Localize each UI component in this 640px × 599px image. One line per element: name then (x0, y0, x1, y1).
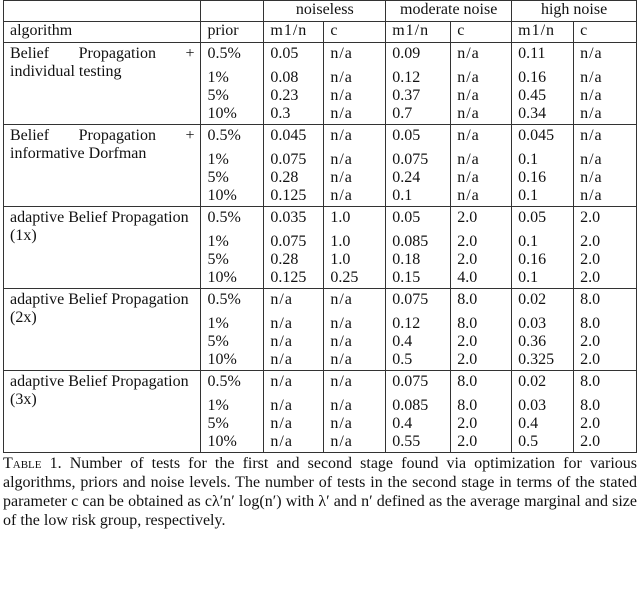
c-cell: n/a (324, 125, 386, 152)
c-cell: 2.0 (574, 207, 637, 234)
c-cell: 2.0 (574, 233, 637, 251)
table-row (4, 43, 637, 70)
c-cell: 2.0 (451, 351, 512, 371)
m1n-cell: n/a (264, 351, 324, 371)
m1n-cell: 0.05 (512, 207, 574, 234)
m1n-cell: n/a (264, 433, 324, 453)
header-prior: prior (201, 22, 264, 43)
m1n-cell: 0.3 (264, 105, 324, 125)
prior-cell: 1% (201, 315, 264, 333)
c-cell: 8.0 (574, 315, 637, 333)
c-cell: 2.0 (574, 433, 637, 453)
m1n-cell: n/a (264, 333, 324, 351)
m1n-cell: 0.075 (386, 289, 451, 316)
m1n-cell: 0.16 (512, 251, 574, 269)
m1n-cell: 0.23 (264, 87, 324, 105)
m1n-cell: 0.18 (386, 251, 451, 269)
c-cell: 8.0 (574, 371, 637, 398)
c-cell: n/a (324, 351, 386, 371)
m1n-cell: 0.08 (264, 69, 324, 87)
m1n-cell: 0.34 (512, 105, 574, 125)
c-cell: 8.0 (451, 315, 512, 333)
prior-cell: 10% (201, 351, 264, 371)
c-cell: 2.0 (574, 333, 637, 351)
m1n-cell: 0.075 (386, 371, 451, 398)
caption-text: Number of tests for the first and second stage found via optimization for various algorithms, priors and noise levels. The number of tests in the second stage in terms of the stated parameter c can be obtained as cλ′n′ log(n′) with λ′ and n′ defined as the average marginal and size of the low risk group, respectively. (3, 455, 637, 529)
header-m1n: m1/n (386, 22, 451, 43)
c-cell: 2.0 (574, 251, 637, 269)
prior-cell: 0.5% (201, 371, 264, 398)
c-cell: 8.0 (451, 371, 512, 398)
m1n-cell: 0.045 (512, 125, 574, 152)
c-cell: n/a (324, 315, 386, 333)
m1n-cell: 0.085 (386, 397, 451, 415)
prior-cell: 0.5% (201, 289, 264, 316)
table-row (4, 207, 637, 234)
c-cell: 2.0 (451, 333, 512, 351)
prior-cell: 10% (201, 433, 264, 453)
m1n-cell: 0.075 (386, 151, 451, 169)
prior-cell: 10% (201, 105, 264, 125)
c-cell: n/a (324, 187, 386, 207)
header-moderate-noise: moderate noise (386, 1, 512, 22)
m1n-cell: 0.075 (264, 233, 324, 251)
prior-cell: 0.5% (201, 43, 264, 70)
m1n-cell: 0.4 (386, 333, 451, 351)
m1n-cell: n/a (264, 371, 324, 398)
header-c: c (574, 22, 637, 43)
m1n-cell: 0.075 (264, 151, 324, 169)
m1n-cell: 0.1 (512, 151, 574, 169)
c-cell: 0.25 (324, 269, 386, 289)
c-cell: n/a (574, 87, 637, 105)
header-high-noise: high noise (512, 1, 637, 22)
c-cell: 4.0 (451, 269, 512, 289)
c-cell: 8.0 (451, 289, 512, 316)
prior-cell: 1% (201, 151, 264, 169)
c-cell: n/a (451, 151, 512, 169)
algorithm-name: Belief Propagation + individual testing (4, 43, 201, 125)
c-cell: n/a (574, 125, 637, 152)
c-cell: n/a (574, 187, 637, 207)
prior-cell: 5% (201, 87, 264, 105)
m1n-cell: n/a (264, 397, 324, 415)
c-cell: n/a (324, 151, 386, 169)
c-cell: 2.0 (574, 415, 637, 433)
c-cell: n/a (324, 289, 386, 316)
c-cell: n/a (574, 105, 637, 125)
header-algorithm: algorithm (4, 22, 201, 43)
algorithm-name: adaptive Belief Propagation (1x) (4, 207, 201, 289)
c-cell: n/a (451, 125, 512, 152)
prior-cell: 10% (201, 187, 264, 207)
c-cell: n/a (324, 87, 386, 105)
c-cell: n/a (324, 105, 386, 125)
c-cell: 1.0 (324, 233, 386, 251)
m1n-cell: 0.125 (264, 187, 324, 207)
header-noiseless: noiseless (264, 1, 386, 22)
c-cell: 2.0 (451, 433, 512, 453)
c-cell: n/a (574, 69, 637, 87)
m1n-cell: 0.28 (264, 251, 324, 269)
c-cell: n/a (451, 69, 512, 87)
m1n-cell: 0.4 (386, 415, 451, 433)
c-cell: n/a (574, 169, 637, 187)
m1n-cell: 0.45 (512, 87, 574, 105)
c-cell: 2.0 (451, 233, 512, 251)
m1n-cell: 0.325 (512, 351, 574, 371)
m1n-cell: 0.5 (512, 433, 574, 453)
c-cell: n/a (324, 69, 386, 87)
m1n-cell: 0.16 (512, 169, 574, 187)
m1n-cell: 0.045 (264, 125, 324, 152)
c-cell: 2.0 (451, 207, 512, 234)
c-cell: 1.0 (324, 251, 386, 269)
m1n-cell: 0.11 (512, 43, 574, 70)
column-header-row (4, 22, 637, 43)
c-cell: 2.0 (451, 251, 512, 269)
prior-cell: 0.5% (201, 125, 264, 152)
c-cell: n/a (574, 151, 637, 169)
algorithm-name: adaptive Belief Propagation (2x) (4, 289, 201, 371)
c-cell: 2.0 (574, 351, 637, 371)
results-table (3, 0, 637, 453)
c-cell: 8.0 (574, 397, 637, 415)
m1n-cell: 0.05 (386, 207, 451, 234)
m1n-cell: 0.05 (264, 43, 324, 70)
header-c: c (451, 22, 512, 43)
c-cell: n/a (324, 415, 386, 433)
c-cell: 1.0 (324, 207, 386, 234)
prior-cell: 10% (201, 269, 264, 289)
m1n-cell: 0.02 (512, 371, 574, 398)
m1n-cell: 0.03 (512, 397, 574, 415)
m1n-cell: 0.1 (386, 187, 451, 207)
prior-cell: 1% (201, 233, 264, 251)
m1n-cell: 0.37 (386, 87, 451, 105)
c-cell: n/a (451, 187, 512, 207)
m1n-cell: 0.02 (512, 289, 574, 316)
m1n-cell: 0.085 (386, 233, 451, 251)
prior-cell: 5% (201, 251, 264, 269)
m1n-cell: 0.5 (386, 351, 451, 371)
m1n-cell: 0.12 (386, 69, 451, 87)
c-cell: n/a (324, 43, 386, 70)
c-cell: n/a (324, 333, 386, 351)
m1n-cell: 0.24 (386, 169, 451, 187)
table-row (4, 371, 637, 398)
m1n-cell: 0.15 (386, 269, 451, 289)
header-m1n: m1/n (512, 22, 574, 43)
prior-cell: 1% (201, 69, 264, 87)
c-cell: n/a (574, 43, 637, 70)
m1n-cell: 0.7 (386, 105, 451, 125)
header-c: c (324, 22, 386, 43)
m1n-cell: 0.12 (386, 315, 451, 333)
prior-cell: 5% (201, 333, 264, 351)
noise-header-row (4, 1, 637, 22)
prior-cell: 1% (201, 397, 264, 415)
m1n-cell: n/a (264, 415, 324, 433)
m1n-cell: n/a (264, 289, 324, 316)
m1n-cell: 0.05 (386, 125, 451, 152)
c-cell: n/a (451, 43, 512, 70)
m1n-cell: 0.1 (512, 269, 574, 289)
table-caption (3, 454, 637, 530)
algorithm-name: Belief Propagation + informative Dorfman (4, 125, 201, 207)
c-cell: n/a (324, 433, 386, 453)
m1n-cell: 0.36 (512, 333, 574, 351)
c-cell: n/a (324, 169, 386, 187)
c-cell: n/a (451, 105, 512, 125)
prior-cell: 0.5% (201, 207, 264, 234)
table-row (4, 125, 637, 152)
prior-cell: 5% (201, 415, 264, 433)
prior-cell: 5% (201, 169, 264, 187)
m1n-cell: n/a (264, 315, 324, 333)
m1n-cell: 0.03 (512, 315, 574, 333)
c-cell: 8.0 (451, 397, 512, 415)
m1n-cell: 0.4 (512, 415, 574, 433)
c-cell: n/a (451, 169, 512, 187)
m1n-cell: 0.16 (512, 69, 574, 87)
c-cell: n/a (324, 371, 386, 398)
m1n-cell: 0.1 (512, 233, 574, 251)
m1n-cell: 0.55 (386, 433, 451, 453)
c-cell: 2.0 (451, 415, 512, 433)
caption-label: Table 1. (3, 455, 62, 472)
table-row (4, 289, 637, 316)
m1n-cell: 0.125 (264, 269, 324, 289)
c-cell: 2.0 (574, 269, 637, 289)
m1n-cell: 0.28 (264, 169, 324, 187)
c-cell: n/a (451, 87, 512, 105)
algorithm-name: adaptive Belief Propagation (3x) (4, 371, 201, 453)
m1n-cell: 0.1 (512, 187, 574, 207)
header-m1n: m1/n (264, 22, 324, 43)
c-cell: n/a (324, 397, 386, 415)
c-cell: 8.0 (574, 289, 637, 316)
m1n-cell: 0.035 (264, 207, 324, 234)
m1n-cell: 0.09 (386, 43, 451, 70)
